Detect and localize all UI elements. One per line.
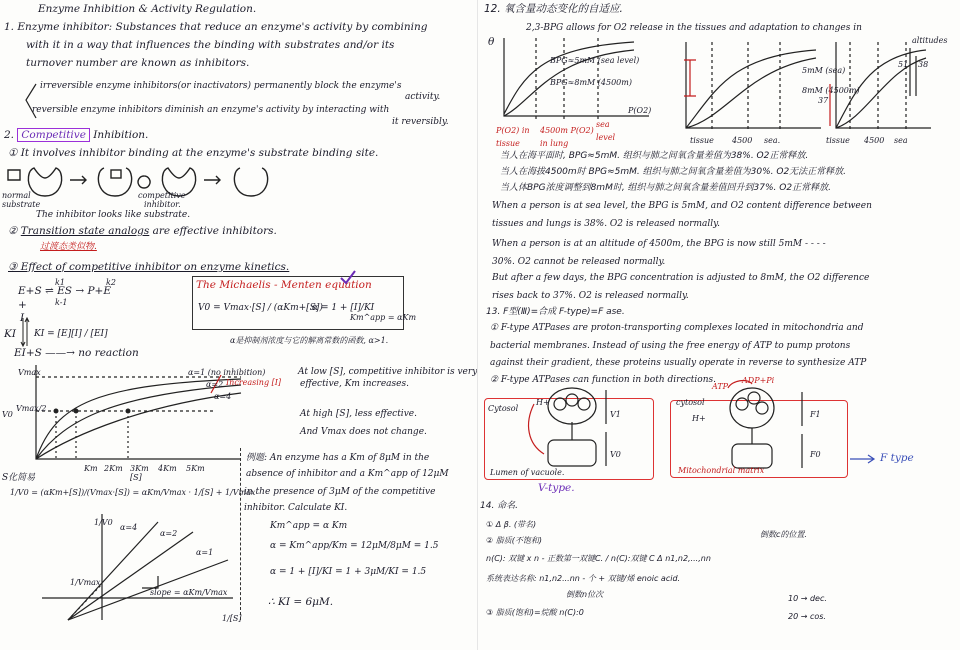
reversible-line1: reversible enzyme inhibitors diminish an enzyme's activity by interacting with (32, 105, 390, 115)
vtype-label: V-type. (538, 482, 575, 494)
graph-alpha2: α=2 (206, 380, 224, 389)
lineweaver-burk-graph (38, 512, 238, 627)
bpg-sea-curve: BPG≈5mM (sea level) (550, 56, 640, 65)
competitive-label: Competitive (17, 128, 90, 142)
x-tick-km: Km (84, 464, 98, 473)
g2-x-4500: 4500 (732, 136, 753, 145)
simplify-label: S化简易 (2, 473, 36, 483)
reversible-line2: it reversibly. (392, 117, 449, 127)
lb-1-over-vmax: 1/Vmax (70, 578, 101, 587)
x-tick-2km: 2Km (104, 464, 123, 473)
g2-altitude-curve: 8mM (4500m) (802, 86, 860, 95)
transition-state-analogs: Transition state analogs (20, 225, 150, 237)
section2-number: 2. (4, 129, 15, 141)
inhibitor-definition-line2: with it in a way that influences the binding with substrates and/or its (26, 39, 395, 51)
g3-x-4500: 4500 (864, 136, 885, 145)
g3-x-tissue: tissue (826, 136, 850, 145)
example-line2: absence of inhibitor and a Km^app of 12μM (246, 469, 449, 479)
point3-kinetics: ③ Effect of competitive inhibitor on enzyme kinetics. (8, 261, 290, 273)
english-line1: When a person is at sea level, the BPG is 5mM, and O2 content difference between (492, 201, 872, 211)
bpg-adaptation-graph (816, 40, 936, 138)
lb-alpha4: α=4 (120, 523, 138, 532)
graph-half-vmax: Vmax/2 (16, 404, 47, 413)
example-line4: inhibitor. Calculate KI. (244, 503, 348, 513)
x-tick-4km: 4Km (158, 464, 177, 473)
g1-x-tissue: P(O2) in tissue (496, 126, 530, 148)
lb-y-axis: 1/V0 (94, 518, 113, 527)
inhibitor-looks-like-substrate: The inhibitor looks like substrate. (36, 210, 191, 220)
example-calc3: α = 1 + [I]/KI = 1 + 3μM/KI = 1.5 (270, 567, 427, 577)
ftype-line3: against their gradient, these proteins usually operate in reverse to synthesize ATP (490, 358, 867, 368)
vtype-proton: H+ (536, 398, 550, 407)
naming-5: ③ 脂质(饱和)=烷酸 n(C):0 (486, 608, 584, 617)
x-tick-3km: 3Km (130, 464, 149, 473)
label-competitive: competitive (138, 191, 186, 200)
g1-x-sea: sea level (596, 120, 616, 142)
section2-heading (4, 129, 148, 142)
plus-sign: + (18, 299, 27, 311)
graph-alpha4: α=4 (214, 392, 232, 401)
section2-suffix: Inhibition. (93, 129, 149, 141)
low-s-line2: effective, Km increases. (300, 379, 409, 389)
ftype-line1: ① F-type ATPases are proton-transporting complexes located in mitochondria and (490, 323, 864, 333)
english-line3: When a person is at an altitude of 4500m, the BPG is now still 5mM - - - - (492, 239, 826, 249)
ftype-adp: ADP+Pi (742, 376, 775, 385)
point2-transition-state (8, 225, 277, 238)
label-substrate: substrate (2, 200, 41, 209)
high-s-line: At high [S], less effective. (300, 409, 417, 419)
vtype-atpase-diagram (514, 384, 624, 474)
irreversible-line1: irreversible enzyme inhibitors(or inactivators) permanently block the enzyme's (40, 81, 402, 91)
example-answer: ∴ KI = 6μM. (268, 596, 334, 608)
lb-x-axis: 1/[S] (222, 614, 242, 623)
ftype-cytosol: cytosol (676, 398, 705, 407)
english-line6: rises back to 37%. O2 is released normally. (492, 291, 689, 301)
naming-3: n(C): 双键 x n - 正数第一双键C. / n(C):双键 C Δ n1,n2,...,nn (486, 554, 711, 563)
g3-51: 51 (898, 60, 909, 69)
po2-axis: P(O2) (628, 106, 652, 115)
rate-k-minus-1: k-1 (55, 298, 68, 307)
inhibitor-definition-line1: 1. Enzyme inhibitor: Substances that reduce an enzyme's activity by combining (4, 21, 428, 33)
naming-reverse-c: 倒数c的位置. (760, 530, 807, 539)
chinese-adapted: 当人体BPG浓度调整到8mM时, 组织与肺之间氧含量差值回升到37%. O2正常释放. (500, 183, 831, 193)
naming-2: ② 脂质(不饱和) (486, 536, 542, 545)
graph-increasing-i: Increasing [I] (226, 378, 282, 387)
label-normal: normal (2, 191, 31, 200)
inhibitor-I: I (20, 312, 25, 324)
ftype-line2: bacterial membranes. Instead of using the free energy of ATP to pump protons (490, 341, 851, 351)
theta-label: θ (488, 36, 495, 48)
alpha-note: α是抑制剂浓度与它的解离常数的函数, α>1. (230, 336, 389, 345)
naming-4: 系统表达名称: n1,n2...nn - 个 + 双键/烯 enoic acid. (486, 574, 681, 583)
ftype-atp: ATP (712, 382, 729, 391)
lineweaver-burk-equation: 1/V0 = (αKm+[S])/(Vmax·[S]) = αKm/Vmax · 1/[S] + 1/Vmax (10, 488, 256, 497)
example-calc2: α = Km^app/Km = 12μM/8μM = 1.5 (270, 541, 439, 551)
alpha-equation: α = 1 + [I]/KI (312, 303, 375, 313)
section13-title: 13. F型(Ⅲ)=合成 F-type)=F ase. (486, 307, 625, 317)
lb-slope: slope = αKm/Vmax (150, 588, 228, 597)
g2-sea-curve: 5mM (sea) (802, 66, 846, 75)
naming-cos: 20 → cos. (788, 612, 826, 621)
reaction-scheme-1: E+S ⇌ ES → P+E (18, 285, 111, 297)
km-apparent: Km^app = αKm (350, 313, 417, 322)
notes-title: Enzyme Inhibition & Activity Regulation. (38, 3, 257, 15)
example-line1: 例题: An enzyme has a Km of 8μM in the (246, 453, 430, 463)
example-divider (240, 448, 241, 620)
example-line3: in the presence of 3μM of the competitive (244, 487, 436, 497)
ftype-label: F type (880, 452, 914, 464)
ftype-proton: H+ (692, 414, 706, 423)
vmax-unchanged: And Vmax does not change. (300, 427, 427, 437)
check-mark-icon (340, 270, 356, 286)
equilibrium-arrow-vertical (20, 318, 30, 348)
low-s-line1: At low [S], competitive inhibitor is very (298, 367, 478, 377)
inhibitor-definition-line3: turnover number are known as inhibitors. (26, 57, 250, 69)
transition-state-chinese: 过渡态类似物. (40, 242, 97, 252)
bpg-altitude-curve: BPG≈8mM (4500m) (550, 78, 632, 87)
ftype-line4: ② F-type ATPases can function in both directions. (490, 375, 716, 385)
ftype-matrix: Mitochondrial matrix (678, 466, 765, 475)
vtype-v0: V0 (610, 450, 621, 459)
rate-k2: k2 (106, 278, 116, 287)
mm-equation: V0 = Vmax·[S] / (αKm+[S]) (198, 303, 323, 313)
x-tick-5km: 5Km (186, 464, 205, 473)
g2-x-sea: sea. (764, 136, 781, 145)
left-column (0, 0, 478, 650)
ftype-f0: F0 (810, 450, 821, 459)
ftype-f1: F1 (810, 410, 821, 419)
mm-title: The Michaelis - Menten equation (196, 279, 372, 291)
altitudes-label: altitudes (912, 36, 948, 45)
lb-alpha2: α=2 (160, 529, 178, 538)
rate-k1: k1 (55, 278, 65, 287)
vtype-v1: V1 (610, 410, 621, 419)
section14-title: 14. 命名. (480, 501, 519, 511)
naming-dec: 10 → dec. (788, 594, 827, 603)
chinese-sea-level: 当人在海平面时, BPG≈5mM. 组织与肺之间氧含量差值为38%. O2正常释放. (500, 151, 809, 161)
vtype-lumen: Lumen of vacuole. (490, 468, 565, 477)
english-line5: But after a few days, the BPG concentration is adjusted to 8mM, the O2 difference (492, 273, 870, 283)
g3-38: 38 (918, 60, 929, 69)
chinese-altitude: 当人在海拔4500m时 BPG≈5mM. 组织与肺之间氧含量差值为30%. O2无法正常释放. (500, 167, 847, 177)
column-divider (477, 0, 478, 650)
point2-number: ② (8, 225, 18, 237)
naming-reverse-n: 倒数n位次 (566, 590, 604, 599)
english-line4: 30%. O2 cannot be released normally. (492, 257, 666, 267)
graph-v0: V0 (2, 410, 13, 419)
lb-alpha1: α=1 (196, 548, 214, 557)
vtype-cytosol: Cytosol (488, 404, 519, 413)
g3-37: 37 (818, 96, 829, 105)
label-inhibitor: inhibitor. (144, 200, 181, 209)
point1-binding-site: ① It involves inhibitor binding at the enzyme's substrate binding site. (8, 147, 379, 159)
bpg-intro: 2,3-BPG allows for O2 release in the tissues and adaptation to changes in (526, 23, 862, 33)
english-line2: tissues and lungs is 38%. O2 is released normally. (492, 219, 720, 229)
g3-x-sea: sea (894, 136, 908, 145)
graph-alpha1: α=1 (no inhibition) (188, 368, 266, 377)
point2-suffix: are effective inhibitors. (152, 225, 277, 237)
reaction-scheme-2: EI+S ——→ no reaction (14, 347, 139, 359)
ki-label: KI (4, 328, 16, 340)
g2-x-tissue: tissue (690, 136, 714, 145)
graph-vmax: Vmax (18, 368, 41, 377)
example-calc1: Km^app = α Km (270, 521, 348, 531)
ki-formula: KI = [E][I] / [EI] (34, 329, 108, 339)
section12-title: 12. 氧含量动态变化的自适应. (484, 3, 623, 15)
g1-x-4500: 4500m P(O2) in lung (540, 126, 594, 148)
naming-1: ① Δ β. (带名) (486, 520, 537, 529)
right-column (480, 0, 960, 650)
irreversible-line2: activity. (405, 92, 441, 102)
x-axis-s: [S] (130, 473, 142, 482)
ftype-arrow (848, 454, 878, 464)
